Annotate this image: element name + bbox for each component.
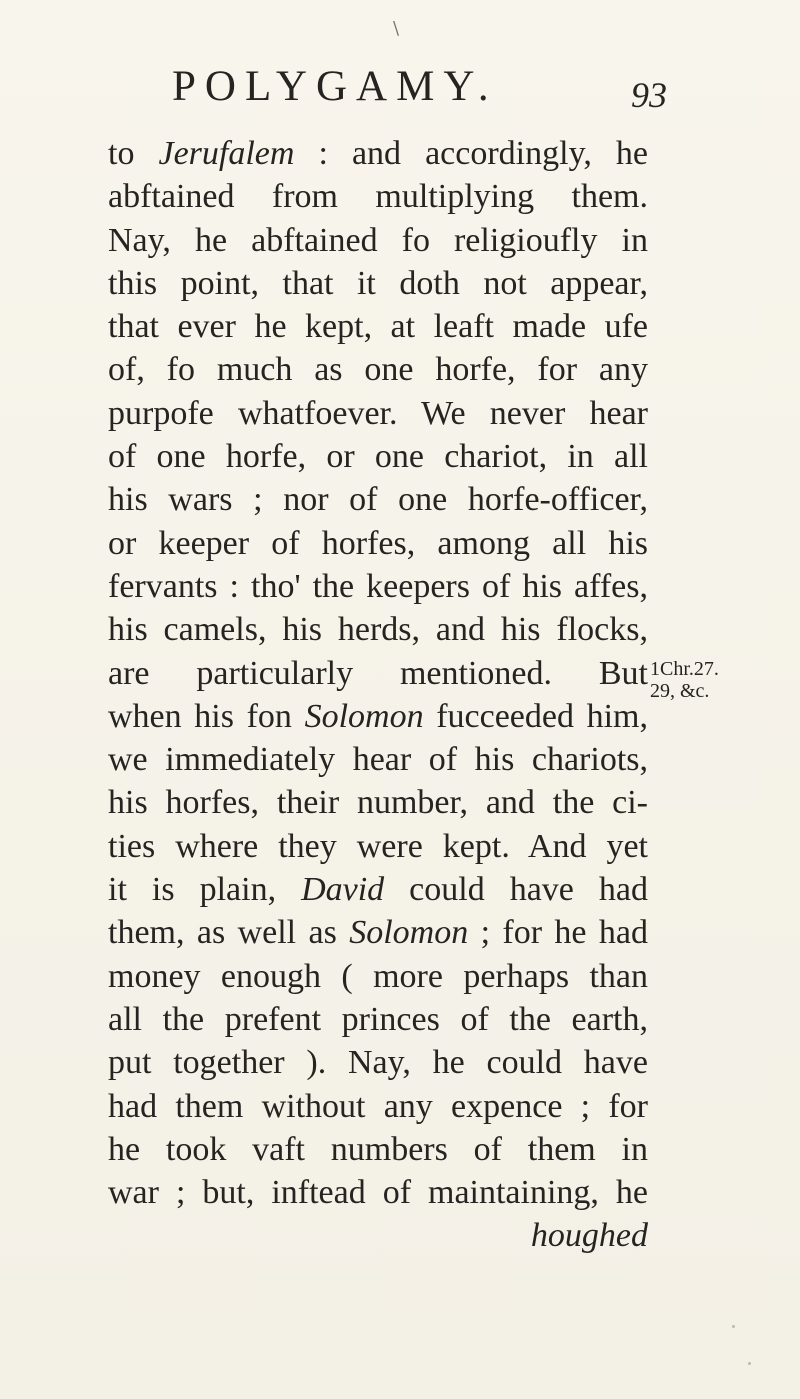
text-line xyxy=(108,132,648,175)
margin-note xyxy=(650,658,790,702)
text-segment: money enough ( more perhaps than xyxy=(108,957,648,995)
text-line xyxy=(108,392,648,435)
text-segment: he took vaft numbers of them in xyxy=(108,1130,648,1168)
italic-word: David xyxy=(301,871,385,909)
text-segment: put together ). Nay, he could have xyxy=(108,1044,648,1082)
text-segment: this point, that it doth not appear, xyxy=(108,264,648,302)
text-line xyxy=(108,175,648,218)
page-header xyxy=(0,62,800,115)
text-line xyxy=(108,348,648,391)
text-segment: : and accordingly, he xyxy=(294,135,648,172)
running-title: POLYGAMY. xyxy=(172,63,498,110)
text-segment: could have had xyxy=(384,871,648,909)
text-segment: Nay, he abftained fo religioufly in xyxy=(108,221,648,259)
text-segment: to xyxy=(108,135,159,172)
text-line xyxy=(108,262,648,305)
text-line xyxy=(108,738,648,781)
text-line xyxy=(108,1214,648,1257)
page-number: 93 xyxy=(631,75,667,115)
text-segment: his horfes, their number, and the ci- xyxy=(108,784,648,822)
text-segment: all the prefent princes of the earth, xyxy=(108,1000,648,1038)
text-line xyxy=(108,695,648,738)
italic-word: Jerufalem xyxy=(158,135,295,172)
text-line xyxy=(108,868,648,911)
text-line xyxy=(108,1041,648,1084)
text-segment: his wars ; nor of one horfe-officer, xyxy=(108,481,648,519)
text-line xyxy=(108,825,648,868)
text-line xyxy=(108,781,648,824)
text-segment: when his fon xyxy=(108,697,305,735)
body-text xyxy=(108,132,648,1258)
text-line xyxy=(108,652,648,695)
text-segment: it is plain, xyxy=(108,871,302,909)
text-line xyxy=(108,219,648,262)
paper-blemish xyxy=(748,1362,751,1365)
italic-word: Solomon xyxy=(349,914,469,952)
text-segment: had them without any expence ; for xyxy=(108,1087,648,1125)
tick-mark: \ xyxy=(393,18,400,39)
text-segment: them, as well as xyxy=(108,914,350,952)
text-segment: war ; but, inftead of maintaining, he xyxy=(108,1174,648,1212)
italic-word: Solomon xyxy=(304,697,424,735)
paper-blemish xyxy=(732,1325,735,1328)
text-segment: of, fo much as one horfe, for any xyxy=(108,351,648,389)
text-segment: of one horfe, or one chariot, in all xyxy=(108,438,648,476)
text-line xyxy=(108,565,648,608)
text-segment: abftained from multiplying them. xyxy=(108,178,648,216)
text-segment: ; for he had xyxy=(468,914,648,952)
text-line xyxy=(108,911,648,954)
text-segment: fucceeded him, xyxy=(423,697,649,735)
text-segment: or keeper of horfes, among all his xyxy=(108,524,648,562)
text-line xyxy=(108,1128,648,1171)
text-segment: his camels, his herds, and his flocks, xyxy=(108,611,648,649)
text-segment: purpofe whatfoever. We never hear xyxy=(108,394,648,432)
text-segment: are particularly mentioned. But xyxy=(108,654,648,692)
text-line xyxy=(108,435,648,478)
text-line xyxy=(108,998,648,1041)
text-line xyxy=(108,955,648,998)
margin-note-line-1: 1Chr.27. xyxy=(650,658,719,680)
text-line xyxy=(108,478,648,521)
text-line xyxy=(108,1171,648,1214)
text-line xyxy=(108,305,648,348)
text-line xyxy=(108,522,648,565)
text-segment: we immediately hear of his chariots, xyxy=(108,741,648,779)
margin-note-line-2: 29, &c. xyxy=(650,680,710,702)
italic-word: houghed xyxy=(530,1217,648,1255)
text-segment: that ever he kept, at leaft made ufe xyxy=(108,308,648,346)
text-segment: ties where they were kept. And yet xyxy=(108,827,648,865)
text-segment: fervants : tho' the keepers of his affes, xyxy=(108,567,648,605)
text-line xyxy=(108,1085,648,1128)
text-line xyxy=(108,608,648,651)
